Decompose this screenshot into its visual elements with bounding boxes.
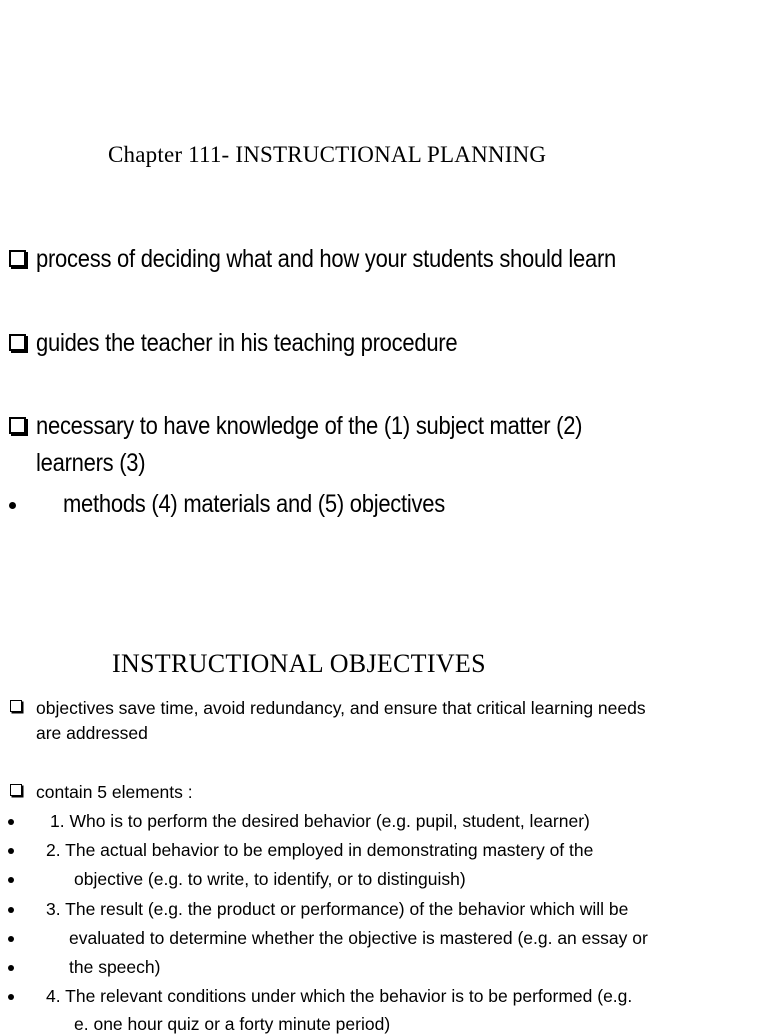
checkbox-bullet-icon [10, 700, 22, 712]
planning-point-3: necessary to have knowledge of the (1) subject matter (2) [36, 412, 583, 440]
element-line-6: the speech) [69, 957, 161, 977]
bullet-dot-icon [8, 994, 14, 1000]
checkbox-bullet-icon [9, 417, 26, 434]
bullet-dot-icon [9, 502, 16, 509]
planning-point-2: guides the teacher in his teaching procedure [36, 329, 458, 357]
element-line-1: 1. Who is to perform the desired behavior (e.g. pupil, student, learner) [50, 811, 590, 831]
checkbox-bullet-icon [9, 250, 26, 267]
element-line-7: 4. The relevant conditions under which the behavior is to be performed (e.g. [46, 986, 633, 1006]
objectives-point-2: contain 5 elements : [36, 782, 193, 802]
checkbox-bullet-icon [10, 784, 22, 796]
checkbox-bullet-icon [9, 334, 26, 351]
planning-point-1: process of deciding what and how your students should learn [36, 245, 617, 273]
planning-point-3-continuation: learners (3) [36, 449, 146, 477]
element-line-2: 2. The actual behavior to be employed in demonstrating mastery of the [46, 840, 594, 860]
bullet-dot-icon [8, 936, 14, 942]
objectives-point-1: objectives save time, avoid redundancy, and ensure that critical learning needs [36, 698, 646, 718]
bullet-dot-icon [8, 848, 14, 854]
bullet-dot-icon [8, 877, 14, 883]
objectives-title: INSTRUCTIONAL OBJECTIVES [112, 649, 486, 678]
bullet-dot-icon [8, 965, 14, 971]
planning-sub-bullet: methods (4) materials and (5) objectives [63, 490, 445, 518]
objectives-point-1-continuation: are addressed [36, 723, 148, 743]
bullet-dot-icon [8, 819, 14, 825]
chapter-title: Chapter 111- INSTRUCTIONAL PLANNING [108, 142, 547, 167]
element-line-4: 3. The result (e.g. the product or performance) of the behavior which will be [46, 899, 629, 919]
element-line-8: e. one hour quiz or a forty minute period) [74, 1014, 391, 1034]
element-line-3: objective (e.g. to write, to identify, or to distinguish) [74, 869, 466, 889]
bullet-dot-icon [8, 907, 14, 913]
element-line-5: evaluated to determine whether the objective is mastered (e.g. an essay or [69, 928, 648, 948]
